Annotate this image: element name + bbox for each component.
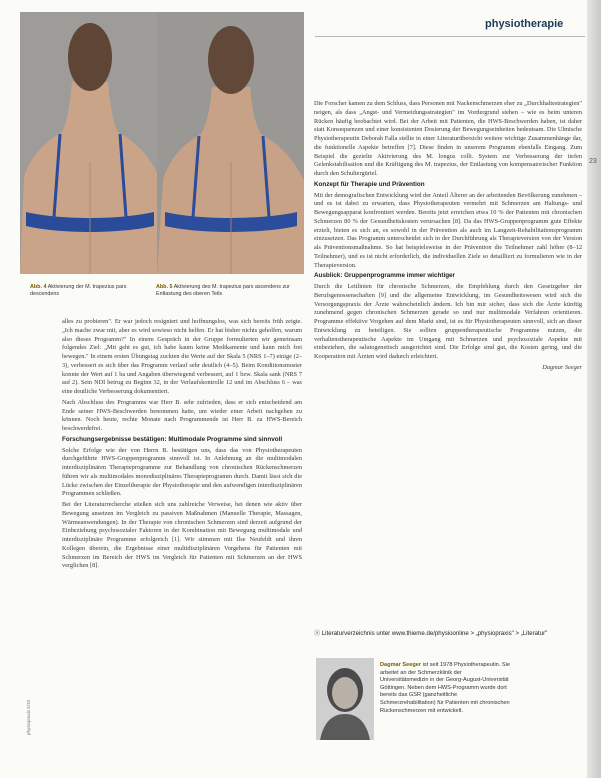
figure-5-caption bbox=[156, 284, 306, 298]
figure-4-label: Abb. 4 bbox=[30, 284, 47, 290]
issue-marker: physiopraxis 5/10 bbox=[26, 700, 31, 736]
page-number: 23 bbox=[589, 158, 597, 165]
section-heading: Ausblick: Gruppenprogramme immer wichtiger bbox=[314, 272, 456, 280]
figure-4-text: Aktivierung der M. trapezius pars descendens bbox=[30, 284, 127, 297]
article-column-right bbox=[314, 100, 582, 375]
paragraph: Mit der demografischen Entwicklung wird der Anteil Älterer an der arbeitenden Bevölkerung zunehmen – und es ist dabei zu erwarten, dass Physiotherapeuten vermehrt mit Schmerzen am Haltungs- und Bewegungsapparat konfrontiert werden. Bereits jetzt erreichen etwa 10 % der Patienten mit chronischen Schmerzen 80 % der Gesundheitskosten verursachen [8]. Da das HWS-Gruppenprogramm gute Effekte erzielt, bieten es sich an, es sowohl in der Prävention als auch im Langzeit-Rehabilitationsprogramm einzusetzen. Das Programm unterscheidet sich in der Durchführung als Therapieversion von der Version als Präventionsmaßnahme. So hat beispielsweise in der Prävention die Teilnehmer zahl höher (8–12 Teilnehmer), und es ist nicht erforderlich, die individuellen Ziele so detailliert zu formulieren wie in der Therapieversion. bbox=[314, 191, 582, 269]
author-portrait-illustration bbox=[316, 658, 374, 740]
paragraph: Nach Abschluss des Programms war Herr B. sehr zufrieden, dass er sich entscheidend am Ende seiner HWS-Beschwerden benommen hatte, um wieder einer Arbeit nachgehen zu können. Noch heute, rechte Monate nach Programmende ist Herr B. zu HWS-Bereich beschwerdefrei. bbox=[62, 398, 302, 432]
header-divider bbox=[315, 36, 585, 37]
author-name: Dagmar Seeger bbox=[380, 662, 422, 668]
back-photo-illustration bbox=[157, 12, 304, 274]
literature-reference-link[interactable]: Ⓢ Literaturverzeichnis unter www.thieme.de/physioonline > „physiopraxis" > „Literatur" bbox=[314, 630, 548, 637]
figure-5-label: Abb. 5 bbox=[156, 284, 173, 290]
paragraph: Solche Erfolge wie der von Herrn B. bestätigen uns, dass das von Physiotherapeuten durchgeführte HWS-Gruppenprogramm sinnvoll ist. In Anlehnung an die multimodalen interdisziplinären Therapieprogramme zur Behandlung von chronischen Rückenschmerzen führen wir als multimodales monodisziplinäres Therapieprogramm durch. Damit lässt sich die Lücke zwischen der Einzeltherapie der Physiotherapie und den aufwendigen interdisziplinären Programmen schließen. bbox=[62, 446, 302, 498]
author-bio-text: ist seit 1978 Physiotherapeutin. Sie arbeitet an der Schmerzklinik der Universitätsmedizin in der Georg-August-Universität Göttingen. Neben dem HWS-Programm wurde dort bereits das GSR (ganzheitliche Schmerzrehabilitation) für Patienten mit chronischen Rückenschmerzen mit entwickelt. bbox=[380, 662, 510, 714]
figure-5-text: Aktivierung des M. trapezius pars ascendens zur Entlastung des oberen Teils bbox=[156, 284, 290, 297]
section-heading: Konzept für Therapie und Prävention bbox=[314, 180, 425, 188]
figure-5-photo bbox=[157, 12, 304, 274]
author-signature: Dagmar Seeger bbox=[542, 363, 582, 371]
back-photo-illustration bbox=[20, 12, 159, 274]
brand-suffix: therapie bbox=[520, 18, 564, 30]
magazine-section-header bbox=[485, 18, 563, 30]
paragraph: alles zu probieren". Er war jedoch resigniert und hoffnungslos, was sich bereits früh zeigte. „Ich mache zwar mit, aber es wird sowieso nicht helfen. Er hat bisher nichts geholfen, warum also dieses Programm?" In einem Gespräch in der Gruppe formulierten wir gemeinsam folgendes Ziel: „Mit geht es gut, ich habe kaum keine Medikamente und kann mich frei bewegen." In einem ersten Übungstag zuckten die Werte auf der Skala 5 (NRS 1–7) einige (2–3), verbessert es sich über das Programm verlauf sehr deutlich (4–5). Beim Konditionsmuster konnte der Wert auf 1 ba und Angaben überwiegend verbessert, auf 1 bzw. Skala sank (NRS 7 auf 2). Sein NDI betrug zu Beginn 32, in der Verlaufskontrolle 12 und im Abschluss 6 – was eine deutliche Verbesserung dokumentiert. bbox=[62, 318, 302, 395]
brand-prefix: physio bbox=[485, 18, 521, 30]
author-bio bbox=[380, 662, 510, 715]
section-heading: Forschungsergebnisse bestätigen: Multimodale Programme sind sinnvoll bbox=[62, 435, 283, 443]
paragraph: Bei der Literaturrecherche stießen sich uns zahlreiche Verweise, bei denen wie aktiv über Bewegung ansetzen im Vergleich zu passiven Maßnahmen (Manuelle Therapie, Massagen, Wärmeanwendungen). In der Therapie von chronischen Schmerzen sind derzeit aufgrund der Einbeziehung psychosozialer Faktoren in der Kombination mit Bewegung multimodale und interdisziplinäre Programme erfolgreich [1]. Wir stimmen mit Ilse Neufeldt und ihren Kollegen überein, die Ergebnisse einer multidisziplinären Vorgehens für Patienten mit Schmerzen im Bereich der HWS im Vergleich für Patienten mit Schmerzen an der HWS verglichen [8]. bbox=[62, 501, 302, 570]
figure-4-photo bbox=[20, 12, 159, 274]
paragraph: Durch die Leitlinien für chronische Schmerzen, die Empfehlung durch den Gesetzgeber der Berufsgenossenschaften [9] und die allgemeine Entwicklung, im Gesundheitswesen wird sich die Versorgungspraxis der Ärzte wahrscheinlich ändern. Ich bin mir sicher, dass sich die Ärzte künftig zunehmend gegen chronischen Schmerzen gerade so und nur multimodale Verfahren orientieren. Programme effektive Vorgehen auf dem Markt sind, ist es für Physiotherapeuten sinnvoll, sich an dieser Entwicklung zu beteiligen. Sie sollten gruppentherapeutische Programme nutzen, die verhaltenstherapeutische Aspekte im Umgang mit Schmerzen und psychosoziale Aspekte mit einbeziehen, die salutogenetisch ausgerichtet sind. Die Erfolge sind gut, die Kosten gering, und die Kooperation mit Ärzten wird dadurch erleichtert. bbox=[314, 283, 582, 360]
page-edge bbox=[587, 0, 601, 778]
article-column-left bbox=[62, 318, 302, 573]
figure-4-caption bbox=[30, 284, 150, 298]
author-portrait bbox=[316, 658, 374, 740]
paragraph: Die Forscher kamen zu dem Schluss, dass Personen mit Nackenschmerzen eher zu „Durchhaltestrategien" neigen, als dass „Angst- und Vermeidungsstrategien" im Vordergrund stehen – wie es beim unteren Rücken häufig beobachtet wird. Bei der Arbeit mit Patienten, die HWS-Beschwerden haben, ist daher statt Konsequenzen und einer konsistenten Dosierung der Bewegungseinheiten bedeutsam. Die Ulmische Physiotherapeutin Deborah Falla stellte in einer Literaturübersicht weitere wichtige Zusammenhänge dar, die funktionelle Aspekte betreffen [7]. Diese finden in unserem Programm ebenfalls Eingang. Zum Beispiel die gezielte Aktivierung des M. longus colli. System zur Verbesserung der tiefen Gelenkstabilisation und die Kräftigung des M. trapezius, der Entlastung von kompensatorischer Funktion durch den Schultergürtel. bbox=[314, 100, 582, 177]
